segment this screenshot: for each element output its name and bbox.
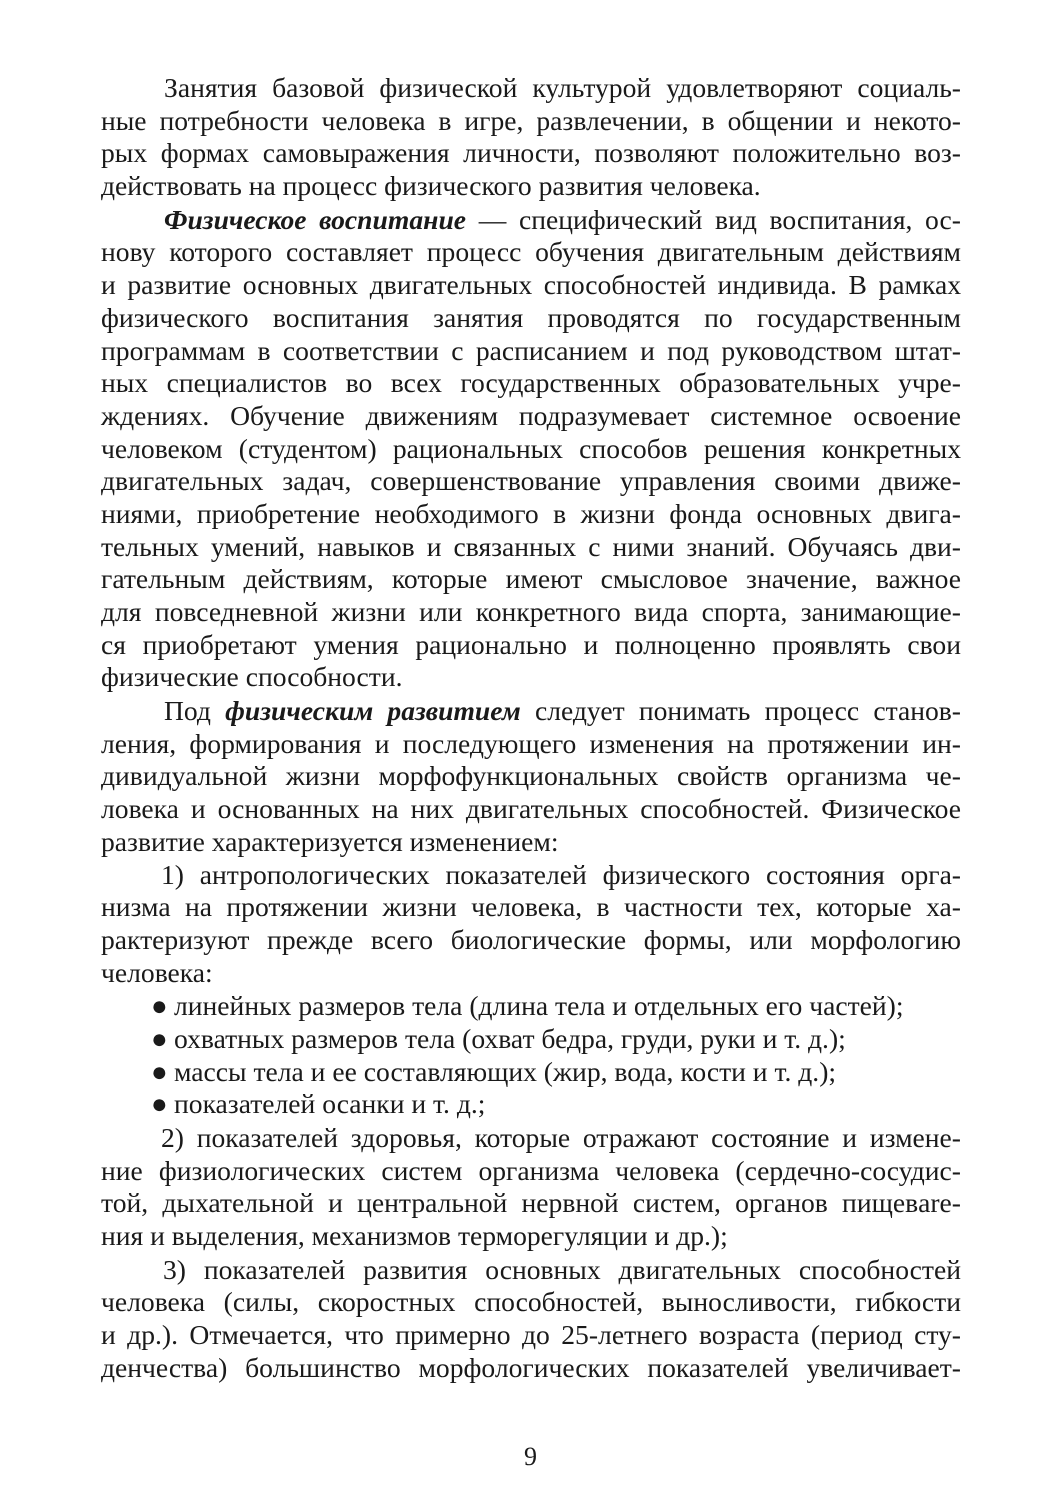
bullet-icon: ●: [151, 1088, 168, 1120]
text-line: денчества) большинство морфологических показателей увеличивает-: [101, 1351, 961, 1383]
text-line: ся приобретают умения рационально и полноценно проявлять свои: [101, 628, 961, 660]
bullet-item: [101, 1056, 961, 1089]
text-line: ждениях. Обучение движениям подразумевает системное освоение: [101, 399, 961, 431]
term-physical-education: Физическое воспитание: [164, 203, 467, 235]
list-item-2: [101, 1122, 961, 1253]
text-line: ных специалистов во всех государственных образовательных учре-: [101, 367, 961, 399]
text-line: ловека и основанных на них двигательных способностей. Физическое: [101, 793, 961, 825]
text-line: нову которого составляет процесс обучения двигательным действиям: [101, 236, 961, 268]
text-line: ниями, приобретение необходимого в жизни фонда основных двига-: [101, 497, 961, 529]
bullet-item: [101, 1023, 961, 1056]
bullet-text: охватных размеров тела (охват бедра, груди, руки и т. д.);: [174, 1022, 846, 1054]
bullet-text: показателей осанки и т. д.;: [174, 1088, 486, 1120]
text-span: Под: [164, 695, 226, 727]
term-physical-development: физическим развитием: [225, 695, 521, 727]
bullet-text: линейных размеров тела (длина тела и отдельных его частей);: [174, 990, 904, 1022]
text-line: 1) антропологических показателей физического состояния орга-: [161, 858, 961, 890]
list-item-3: [101, 1254, 961, 1385]
text-line: гательным действиям, которые имеют смысловое значение, важное: [101, 563, 961, 595]
text-line: дивидуальной жизни морфофункциональных свойств организма че-: [101, 760, 961, 792]
bullet-item: [101, 1088, 961, 1121]
bullet-text: массы тела и ее составляющих (жир, вода, кости и т. д.);: [174, 1055, 837, 1087]
text-line: программам в соответствии с расписанием и под руководством штат-: [101, 334, 961, 366]
text-line: низма на протяжении жизни человека, в частности тех, которые ха-: [101, 891, 961, 923]
text-span: следует понимать процесс станов-: [520, 695, 961, 727]
bullet-icon: ●: [151, 1055, 168, 1087]
list-item-1: [101, 859, 961, 990]
text-line: человека:: [101, 956, 213, 988]
page-body: [101, 72, 961, 1385]
text-line: 2) показателей здоровья, которые отражают состояние и измене-: [161, 1122, 961, 1153]
text-line: ные потребности человека в игре, развлечении, в общении и некото-: [101, 104, 961, 136]
text-line: человека (силы, скоростных способностей, выносливости, гибкости: [101, 1286, 961, 1318]
text-line: [101, 204, 961, 237]
text-line: физического воспитания занятия проводятся по государственным: [101, 301, 961, 333]
text-line: той, дыхательной и центральной нервной систем, органов пищевare-: [101, 1187, 961, 1219]
text-line: рых формах самовыражения личности, позволяют положительно воз-: [101, 137, 961, 169]
text-line: человеком (студентом) рациональных способов решения конкретных: [101, 432, 961, 464]
text-line: и развитие основных двигательных способностей индивида. В рамках: [101, 269, 961, 301]
text-span: — специфический вид воспитания, ос-: [466, 203, 961, 235]
bullet-icon: ●: [151, 1022, 168, 1054]
text-line: и др.). Отмечается, что примерно до 25-летнего возраста (период сту-: [101, 1319, 961, 1351]
text-line: рактеризуют прежде всего биологические формы, или морфологию: [101, 923, 961, 955]
text-line: физические способности.: [101, 661, 403, 693]
page-number: 9: [524, 1442, 537, 1471]
text-line: [101, 695, 961, 728]
text-line: ления, формирования и последующего изменения на протяжении ин-: [101, 727, 961, 759]
text-line: действовать на процесс физического развития человека.: [101, 170, 761, 202]
paragraph-2: [101, 204, 961, 694]
text-line: ние физиологических систем организма человека (сердечно-сосудис-: [101, 1154, 961, 1186]
text-line: Занятия базовой физической культурой удовлетворяют социаль-: [164, 72, 961, 103]
text-line: ния и выделения, механизмов терморегуляции и др.);: [101, 1220, 728, 1252]
bullet-item: [101, 990, 961, 1023]
bullet-icon: ●: [151, 990, 168, 1022]
text-line: развитие характеризуется изменением:: [101, 825, 559, 857]
text-line: 3) показателей развития основных двигательных способностей: [163, 1253, 961, 1285]
text-line: двигательных задач, совершенствование управления своими движе-: [101, 465, 961, 497]
paragraph-3: [101, 695, 961, 858]
text-line: тельных умений, навыков и связанных с ними знаний. Обучаясь дви-: [101, 530, 961, 562]
text-line: для повседневной жизни или конкретного вида спорта, занимающие-: [101, 596, 961, 627]
paragraph-1: [101, 72, 961, 203]
bullet-list: [101, 990, 961, 1121]
